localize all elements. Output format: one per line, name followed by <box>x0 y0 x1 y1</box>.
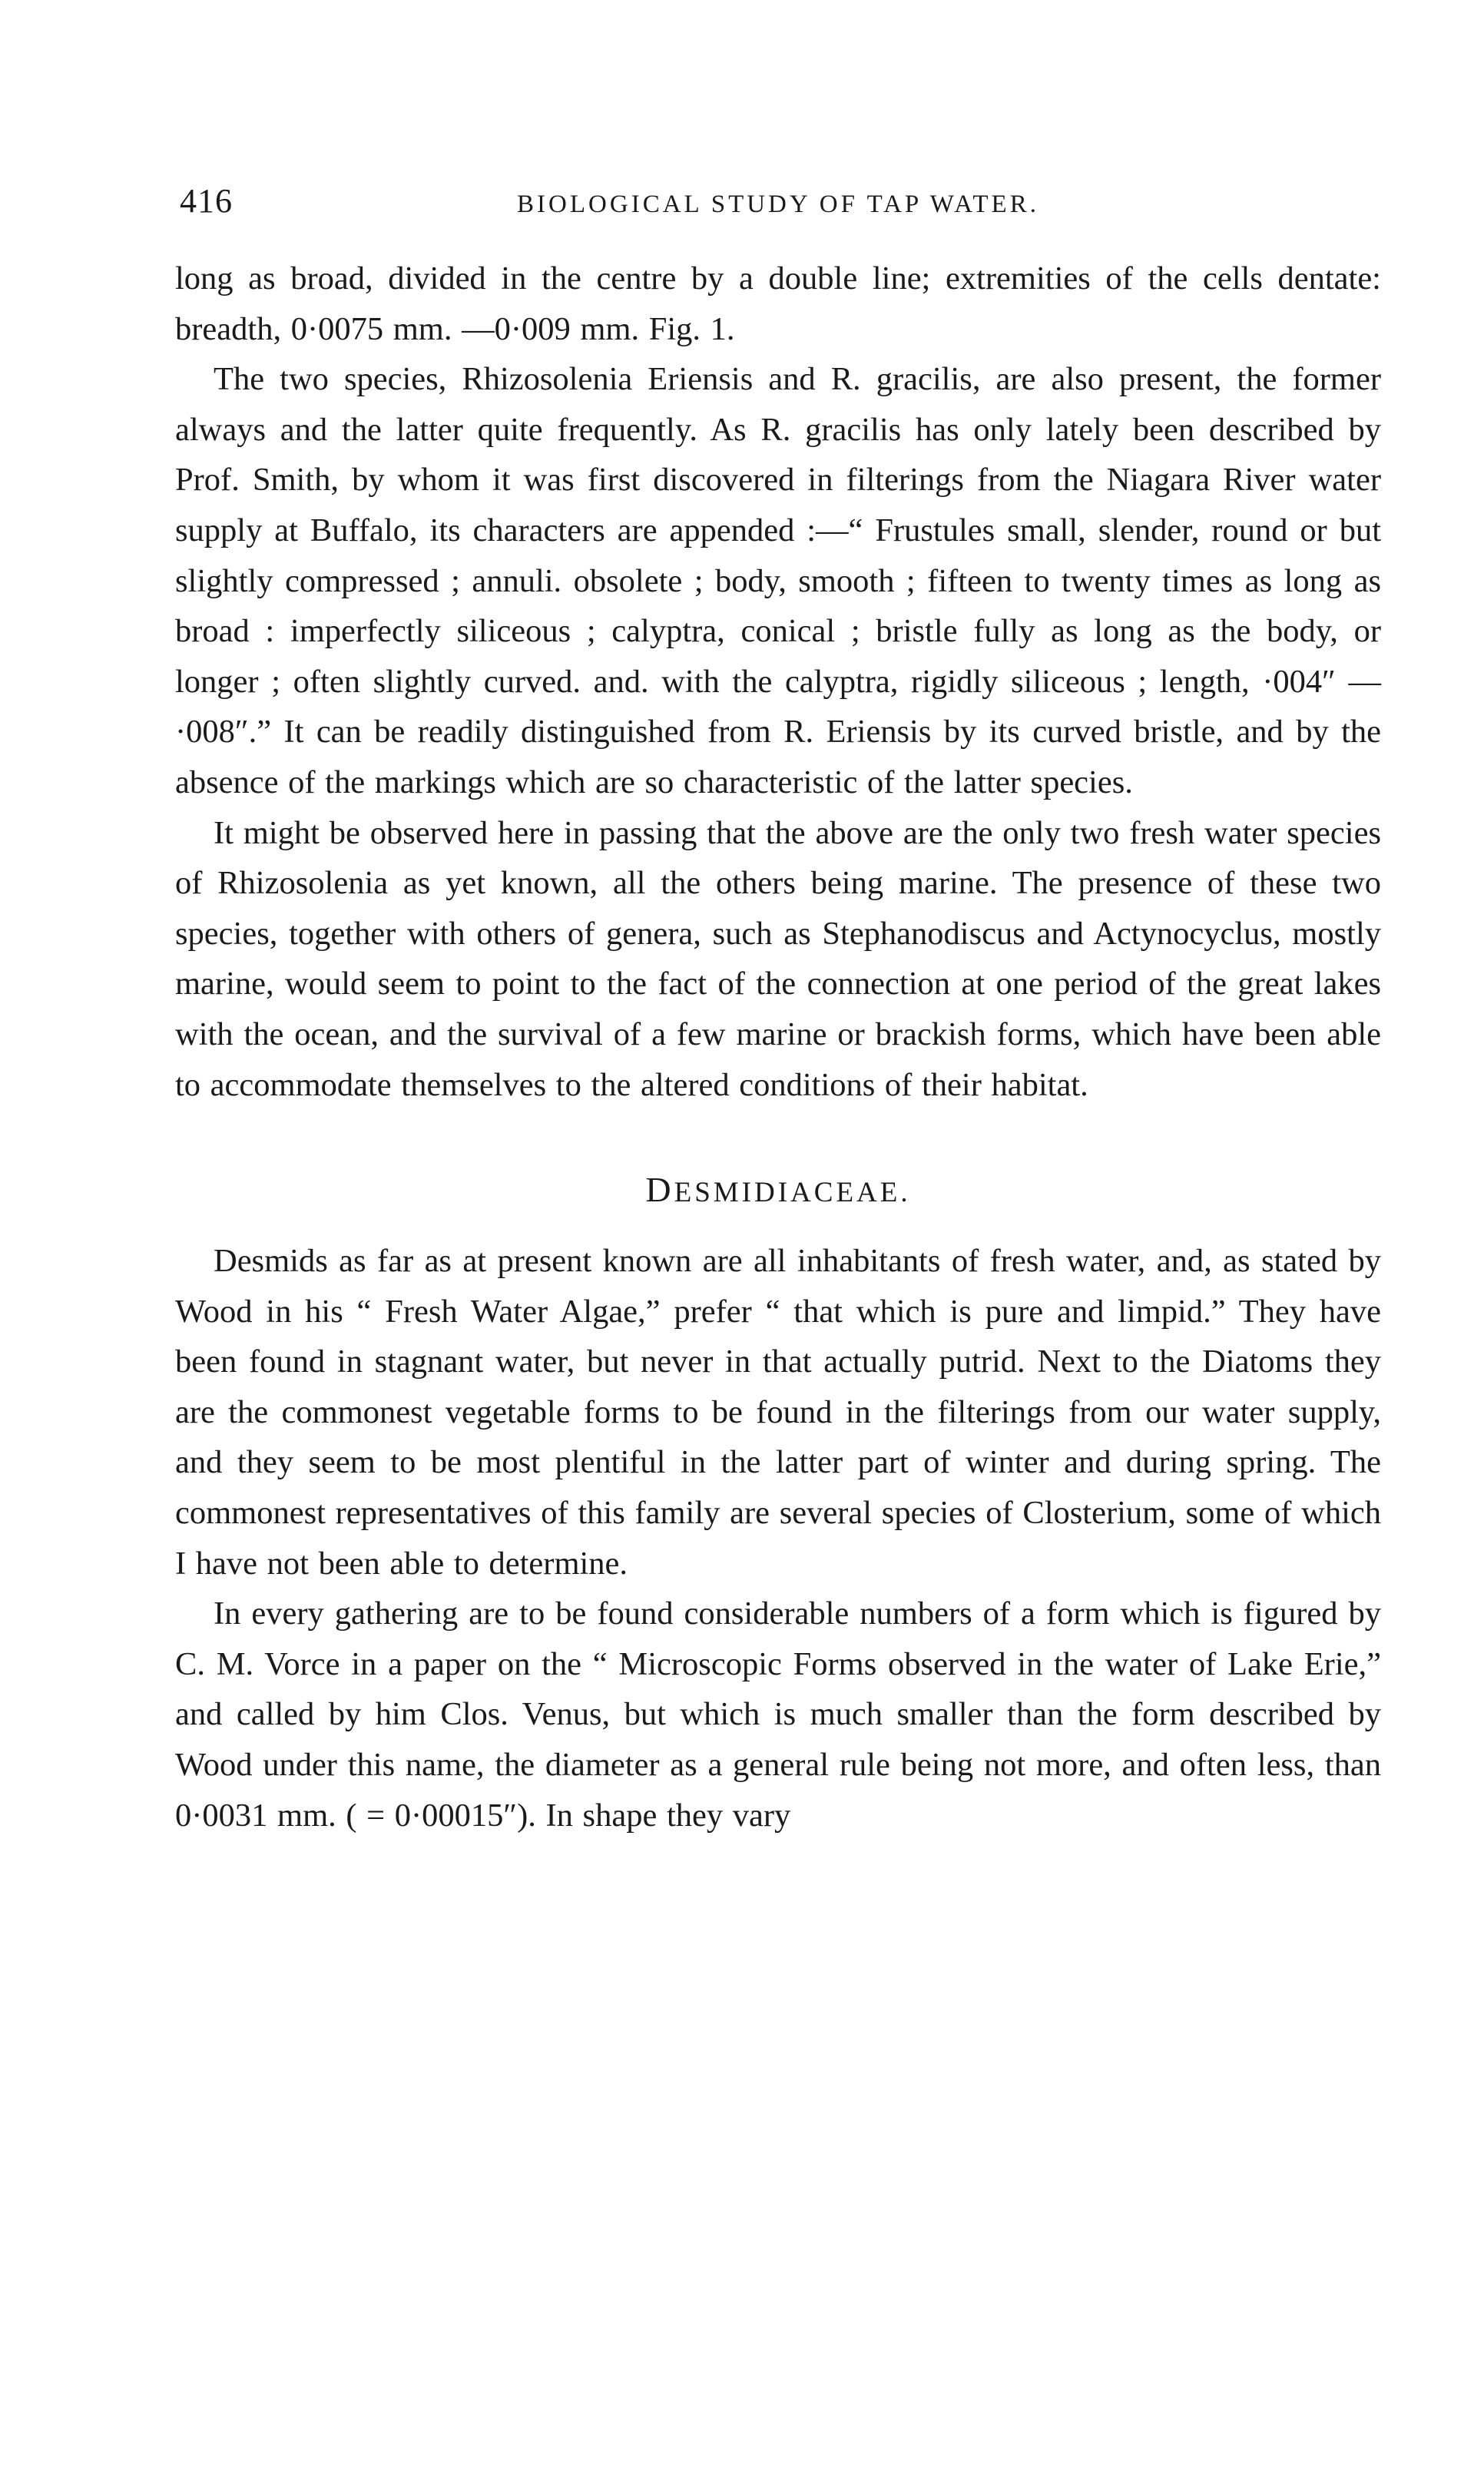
running-head <box>175 178 1381 232</box>
section-heading-desmidiaceae <box>175 1167 1381 1216</box>
section-heading-initial: D <box>645 1170 674 1210</box>
paragraph-3: It might be observed here in passing that the above are the only two fresh water species of Rhizosolenia as yet known, all the others being marine. The presence of these two species, together with others of genera, such as Stephanodiscus and Actynocyclus, mostly marine, would seem to point to the fact of the connection at one period of the great lakes with the ocean, and the survival of a few marine or brackish forms, which have been able to accommodate themselves to the altered conditions of their habitat. <box>175 814 1381 1103</box>
page-number: 416 <box>180 182 233 220</box>
paragraph-4: Desmids as far as at present known are all inhabitants of fresh water, and, as stated by Wood in his “ Fresh Water Algae,” prefer “ that which is pure and limpid.” They have been found in stagnant water, but never in that actually putrid. Next to the Diatoms they are the commonest vegetable forms to be found in the filterings from our water supply, and they seem to be most plentiful in the latter part of winter and during spring. The commonest representatives of this family are several species of Closterium, some of which I have not been able to determine. <box>175 1243 1381 1582</box>
paragraph-1: long as broad, divided in the centre by a double line; extremities of the cells dentate: breadth, 0·0075 mm. —0·009 mm. Fig. 1. <box>175 260 1381 347</box>
body-text <box>175 253 1381 1841</box>
section-heading-rest: ESMIDIACEAE. <box>674 1177 911 1209</box>
paragraph-5: In every gathering are to be found considerable numbers of a form which is figured by C. M. Vorce in a paper on the “ Microscopic Forms observed in the water of Lake Erie,” and called by him Clos. Venus, but which is much smaller than the form described by Wood under this name, the diameter as a general rule being not more, and often less, than 0·0031 mm. ( = 0·00015″). In shape they vary <box>175 1595 1381 1834</box>
running-title: BIOLOGICAL STUDY OF TAP WATER. <box>517 191 1039 218</box>
page <box>175 178 1381 1841</box>
paragraph-2: The two species, Rhizosolenia Eriensis and R. gracilis, are also present, the former always and the latter quite frequently. As R. gracilis has only lately been described by Prof. Smith, by whom it was first discovered in filterings from the Niagara River water supply at Buffalo, its characters are appended :—“ Frustules small, slender, round or but slightly compressed ; annuli. obsolete ; body, smooth ; fifteen to twenty times as long as broad : imperfectly siliceous ; calyptra, conical ; bristle fully as long as the body, or longer ; often slightly curved. and. with the calyptra, rigidly siliceous ; length, ·004″ —·008″.” It can be readily distinguished from R. Eriensis by its curved bristle, and by the absence of the markings which are so characteristic of the latter species. <box>175 361 1381 800</box>
